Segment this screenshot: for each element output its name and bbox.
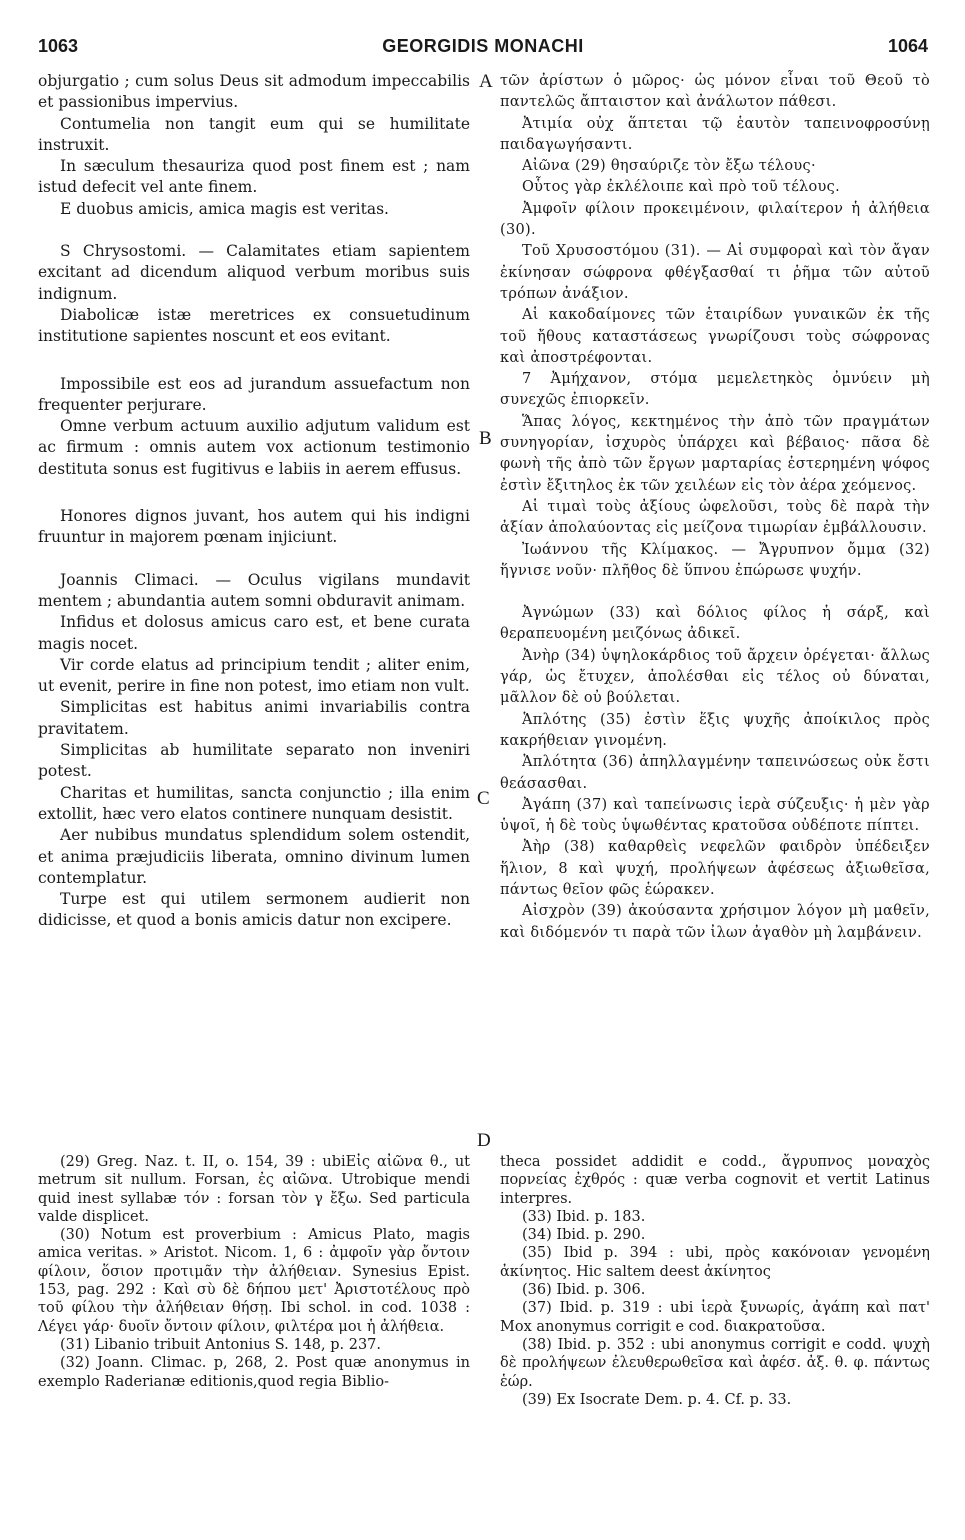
footnote: (30) Notum est proverbium : Amicus Plato, magis amica veritas. » Aristot. Nicom. 1, 6 : ἀμφοῖν γὰρ ὄντοιν φίλοιν, ὅσιον προτιμᾶν τὴν ἀλήθειαν. Synesius Epist. 153, pag. 292 : Καὶ σὺ δὲ δήπου μετ' Ἀριστοτέλους πρὸ τοῦ φίλου τὴν ἀλήθειαν θήσῃ. Ibi schol. in cod. 1038 : Λέγει γάρ· δυοῖν ὄντοιν φίλοιν, φιλτέρα μοι ἡ ἀλήθεια. [38, 1227, 470, 1335]
footnote: (36) Ibid. p. 306. [522, 1282, 646, 1299]
footnote: (38) Ibid. p. 352 : ubi anonymus corrigit e codd. ψυχὴ δὲ προλήψεων ἐλευθερωθεῖσα καὶ ἀφέσ. ἀξ. θ. φ. πάντως ἑώρ. [500, 1336, 930, 1390]
greek-paragraph: Ἁπλότητα (36) ἀπηλλαγμένην ταπεινώσεως οὐκ ἔστι θεάσασθαι. [500, 754, 930, 792]
latin-paragraph: Vir corde elatus ad principium tendit ; aliter enim, ut evenit, perire in fine non potest, imo etiam non vult. [38, 655, 470, 696]
latin-paragraph: E duobus amicis, amica magis est veritas. [60, 199, 389, 218]
footnote: (35) Ibid p. 394 : ubi, πρὸς κακόνοιαν γενομένη ἀκίνητος. Hic saltem deest ἀκίνητος [500, 1245, 930, 1280]
greek-paragraph: Αἱ τιμαὶ τοὺς ἀξίους ὠφελοῦσι, τοὺς δὲ παρὰ τὴν ἀξίαν ἀπολαύοντας εἰς μείζονα τιμωρίαν ἐμβάλλουσιν. [500, 498, 930, 537]
greek-paragraph: Αἰῶνα (29) θησαύριζε τὸν ἔξω τέλους· [522, 158, 816, 175]
footnote: (29) Greg. Naz. t. II, o. 154, 39 : ubiΕἰς αἰῶνα θ., ut metrum sit nullum. Forsan, ἐς αἰῶνα. Utrobique mendi quid inest syllabæ τόν : forsan τὸν γ ἔξω. Sed particula valde displicet. [38, 1154, 470, 1225]
footnote: (32) Joann. Climac. p, 268, 2. Post quæ anonymus in exemplo Raderianæ editionis,quod regia Biblio- [38, 1355, 470, 1390]
greek-paragraph: Ἀμφοῖν φίλοιν προκειμένοιν, φιλαίτερον ἡ ἀλήθεια (30). [500, 200, 930, 239]
footnotes-left [38, 1153, 470, 1391]
latin-paragraph: Aer nubibus mundatus splendidum solem ostendit, et anima præjudiciis liberata, omnino divinum lumen contemplatur. [38, 826, 470, 887]
greek-paragraph: Αἰσχρὸν (39) ἀκούσαντα χρήσιμον λόγον μὴ μαθεῖν, καὶ διδόμενόν τι παρὰ τῶν ἰλων ἀγαθὸν μὴ λαμβάνειν. [500, 903, 930, 941]
margin-marker-a: A [479, 71, 493, 92]
greek-paragraph: Ἅπας λόγος, κεκτημένος τὴν ἀπὸ τῶν πραγμάτων συνηγορίαν, ἰσχυρὸς ὑπάρχει καὶ βέβαιος· πᾶσα δὲ φωνὴ τῆς ἀπὸ τῶν ἔργων μαρταρίας ἐστερημένη ψόφος ἐστὶν ἔξιτηλος ἐκ τῶν χειλέων εἰς τὸν ἀέρα χεόμενος. [500, 413, 930, 494]
footnote: (33) Ibid. p. 183. [522, 1208, 646, 1225]
page-header [38, 36, 928, 60]
footnote: (34) Ibid. p. 290. [522, 1227, 646, 1244]
greek-paragraph: Ἰωάννου τῆς Κλίμακος. — Ἄγρυπνον ὄμμα (32) ἥγνισε νοῦν· πλῆθος δὲ ὕπνου ἐπώρωσε ψυχήν. [500, 541, 930, 579]
greek-paragraph: Ἀτιμία οὐχ ἅπτεται τῷ ἑαυτὸν ταπεινοφροσύνῃ παιδαγωγήσαντι. [500, 115, 930, 153]
latin-paragraph: Joannis Climaci. — Oculus vigilans mundavit mentem ; abundantia autem somni obduravit animam. [38, 570, 470, 610]
footnote: (37) Ibid. p. 319 : ubi ἱερὰ ξυνωρίς, ἀγάπη καὶ πατ' Mox anonymus corrigit e cod. διακρατοῦσα. [500, 1300, 930, 1335]
greek-paragraph: Ἀγάπη (37) καὶ ταπείνωσις ἱερὰ σύζευξις· ἡ μὲν γὰρ ὑψοῖ, ἡ δὲ τοὺς ὑψωθέντας κρατοῦσα οὐδέποτε πίπτει. [500, 796, 930, 835]
running-title: GEORGIDIS MONACHI [382, 36, 584, 56]
footnote: (31) Libanio tribuit Antonius S. 148, p. 237. [60, 1336, 382, 1353]
latin-paragraph: Honores dignos juvant, hos autem qui his indigni fruuntur in majorem pœnam injiciunt. [38, 507, 470, 547]
latin-paragraph: Charitas et humilitas, sancta conjunctio ; illa enim extollit, hæc vero elatos continere nunquam desistit. [38, 783, 470, 823]
page-number-right: 1064 [887, 36, 928, 56]
latin-paragraph: Omne verbum actuum auxilio adjutum validum est ac firmum : omnis autem vox actionum testimonio destituta sonus est fugitivus e labiis in aerem effusus. [38, 417, 470, 478]
latin-paragraph: Infidus et dolosus amicus caro est, et bene curata magis nocet. [38, 613, 470, 653]
greek-paragraph: Ἀνὴρ (34) ὑψηλοκάρδιος τοῦ ἄρχειν ὀρέγεται· ἄλλως γάρ, ὡς ἔτυχεν, ἀπολέσθαι εἰς τέλος οὐ δύναται, μᾶλλον δὲ οὐ βούλεται. [500, 647, 930, 707]
greek-paragraph: Τοῦ Χρυσοστόμου (31). — Αἱ συμφοραὶ καὶ τὸν ἄγαν ἐκίνησαν σώφρονα φθέγξασθαί τι ῥῆμα τῶν αὐτοῦ τρόπων ἀνάξιον. [500, 243, 930, 302]
footnote: theca possidet addidit e codd., ἄγρυπνος μοναχὸς πορνείας ἐχθρός : quæ verba cognovit et vertit Latinus interpres. [500, 1154, 930, 1207]
greek-column [500, 71, 930, 944]
page-number-left: 1063 [38, 36, 79, 56]
latin-column [38, 71, 470, 932]
greek-paragraph: Ἀὴρ (38) καθαρθεὶς νεφελῶν φαιδρὸν ὑπέδειξεν ἥλιον, 8 καὶ ψυχή, προλήψεων ἀφέσεως ἀξιωθεῖσα, πάντως θεῖον φῶς ἑώρακεν. [500, 839, 930, 898]
latin-paragraph: Impossibile est eos ad jurandum assuefactum non frequenter perjurare. [38, 374, 470, 414]
greek-paragraph: Αἱ κακοδαίμονες τῶν ἑταιρίδων γυναικῶν ἐκ τῆς τοῦ ἤθους καταστάσεως γνωρίζουσι τοὺς σώφρονας καὶ ἀποστρέφονται. [500, 307, 930, 366]
margin-marker-c: C [477, 788, 490, 809]
greek-paragraph: 7 Ἀμήχανον, στόμα μεμελετηκὸς ὀμνύειν μὴ συνεχῶς ἐπιορκεῖν. [500, 371, 930, 409]
latin-paragraph: Simplicitas est habitus animi invariabilis contra pravitatem. [38, 698, 470, 738]
margin-marker-d: D [477, 1130, 491, 1151]
greek-paragraph: τῶν ἀρίστων ὁ μῶρος· ὡς μόνον εἶναι τοῦ Θεοῦ τὸ παντελῶς ἄπταιστον καὶ ἀνάλωτον πάθεσι. [500, 73, 930, 111]
latin-paragraph: Diabolicæ istæ meretrices ex consuetudinum institutione sapientes noscunt et eos evitant. [38, 305, 470, 346]
margin-marker-b: B [479, 428, 492, 449]
greek-paragraph: Ἁπλότης (35) ἐστὶν ἕξις ψυχῆς ἀποίκιλος πρὸς κακρήθειαν γινομένη. [500, 711, 930, 749]
footnotes-right [500, 1153, 930, 1409]
latin-paragraph: objurgatio ; cum solus Deus sit admodum impeccabilis et passionibus impervius. [38, 72, 470, 112]
latin-paragraph: In sæculum thesauriza quod post finem est ; nam istud defecit vel ante finem. [38, 157, 470, 197]
latin-paragraph: Contumelia non tangit eum qui se humilitate instruxit. [38, 114, 470, 154]
greek-paragraph: Οὗτος γὰρ ἐκλέλοιπε καὶ πρὸ τοῦ τέλους. [522, 179, 840, 196]
footnote: (39) Ex Isocrate Dem. p. 4. Cf. p. 33. [522, 1391, 792, 1408]
latin-paragraph: Simplicitas ab humilitate separato non inveniri potest. [38, 741, 470, 781]
latin-paragraph: S Chrysostomi. — Calamitates etiam sapientem excitant ad dicendum aliquod verbum moribus suis indignum. [38, 242, 470, 303]
greek-paragraph: Ἀγνώμων (33) καὶ δόλιος φίλος ἡ σάρξ, καὶ θεραπευομένη μειζόνως ἀδικεῖ. [500, 605, 930, 643]
latin-paragraph: Turpe est qui utilem sermonem audierit non didicisse, et quod a bonis amicis datur non excipere. [38, 890, 470, 930]
